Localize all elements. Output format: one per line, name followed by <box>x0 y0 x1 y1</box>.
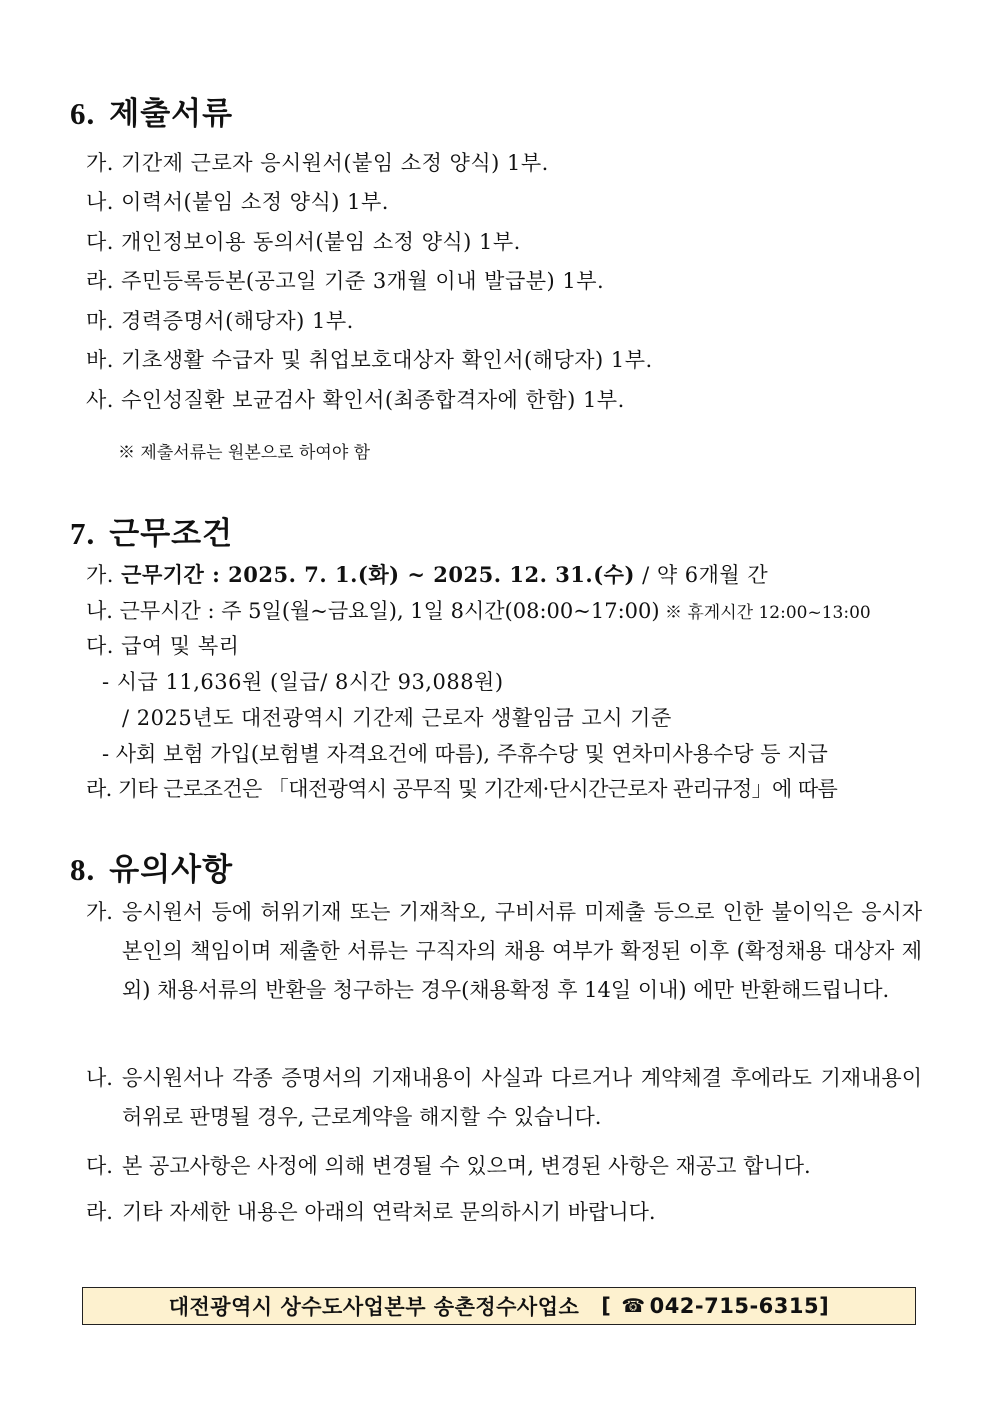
section-6-item: 라. 주민등록등본(공고일 기준 3개월 이내 발급분) 1부. <box>86 269 605 293</box>
contact-phone: 042-715-6315 <box>649 1294 820 1318</box>
notice-item-label: 나. <box>86 1066 113 1090</box>
pay-title: 다. 급여 및 복리 <box>86 634 240 658</box>
section-8-number: 8. <box>70 852 96 887</box>
work-period-label: 가. <box>86 563 114 587</box>
notice-item-text: 기타 자세한 내용은 아래의 연락처로 문의하시기 바랍니다. <box>122 1200 656 1224</box>
section-6-item: 사. 수인성질환 보균검사 확인서(최종합격자에 한함) 1부. <box>86 388 625 412</box>
section-6-item: 다. 개인정보이용 동의서(붙임 소정 양식) 1부. <box>86 230 521 254</box>
contact-bracket-open: [ <box>601 1294 612 1318</box>
section-7-heading <box>70 508 233 553</box>
other-conditions: 라. 기타 근로조건은 「대전광역시 공무직 및 기간제·단시간근로자 관리규정」에 따름 <box>86 777 838 801</box>
section-6-item: 바. 기초생활 수급자 및 취업보호대상자 확인서(해당자) 1부. <box>86 348 653 372</box>
section-7-number: 7. <box>70 516 96 551</box>
work-hours-break: ※ 휴게시간 12:00~13:00 <box>659 603 871 623</box>
work-hours-main: 나. 근무시간 : 주 5일(월~금요일), 1일 8시간(08:00~17:00) <box>86 599 660 623</box>
notice-item-label: 라. <box>86 1200 113 1224</box>
notice-item-label: 가. <box>86 900 113 924</box>
section-6-item: 마. 경력증명서(해당자) 1부. <box>86 309 354 333</box>
section-6-item: 가. 기간제 근로자 응시원서(붙임 소정 양식) 1부. <box>86 151 549 175</box>
section-6-number: 6. <box>70 96 96 131</box>
notice-item-text: 응시원서 등에 허위기재 또는 기재착오, 구비서류 미제출 등으로 인한 불이익은 응시자 본인의 책임이며 제출한 서류는 구직자의 채용 여부가 확정된 이후 (확정채용 대상자 제외) 채용서류의 반환을 청구하는 경우(채용확정 후 14일 이내) 에만 반환해드립니다. <box>122 900 922 1002</box>
pay-basis: / 2025년도 대전광역시 기간제 근로자 생활임금 고시 기준 <box>122 706 672 730</box>
notice-item <box>86 893 922 1010</box>
work-hours <box>86 595 871 625</box>
pay-wage: - 시급 11,636원 (일급/ 8시간 93,088원) <box>102 670 504 694</box>
notice-item-text: 응시원서나 각종 증명서의 기재내용이 사실과 다르거나 계약체결 후에라도 기재내용이 허위로 판명될 경우, 근로계약을 해지할 수 있습니다. <box>122 1066 922 1129</box>
section-8-heading <box>70 844 233 889</box>
section-7-title: 근무조건 <box>109 516 234 552</box>
notice-item-text: 본 공고사항은 사정에 의해 변경될 수 있으며, 변경된 사항은 재공고 합니다. <box>122 1154 811 1178</box>
section-6-item: 나. 이력서(붙임 소정 양식) 1부. <box>86 190 389 214</box>
notice-item-label: 다. <box>86 1154 113 1178</box>
contact-box <box>82 1287 916 1325</box>
work-period <box>86 559 768 589</box>
notice-item <box>86 1193 922 1232</box>
section-6-note: ※ 제출서류는 원본으로 하여야 함 <box>118 443 371 463</box>
notice-item <box>86 1147 922 1186</box>
contact-bracket-close: ] <box>819 1294 830 1318</box>
notice-item <box>86 1059 922 1137</box>
telephone-icon: ☎ <box>621 1295 646 1317</box>
section-8-title: 유의사항 <box>109 852 234 888</box>
pay-insurance: - 사회 보험 가입(보험별 자격요건에 따름), 주휴수당 및 연차미사용수당 등 지급 <box>102 742 828 766</box>
contact-org: 대전광역시 상수도사업본부 송촌정수사업소 <box>168 1295 580 1319</box>
section-6-title: 제출서류 <box>109 96 234 132</box>
section-6-heading <box>70 88 233 133</box>
work-period-dates: 근무기간 : 2025. 7. 1.(화) ~ 2025. 12. 31.(수) <box>121 562 635 587</box>
work-period-duration: / 약 6개월 간 <box>634 563 769 587</box>
